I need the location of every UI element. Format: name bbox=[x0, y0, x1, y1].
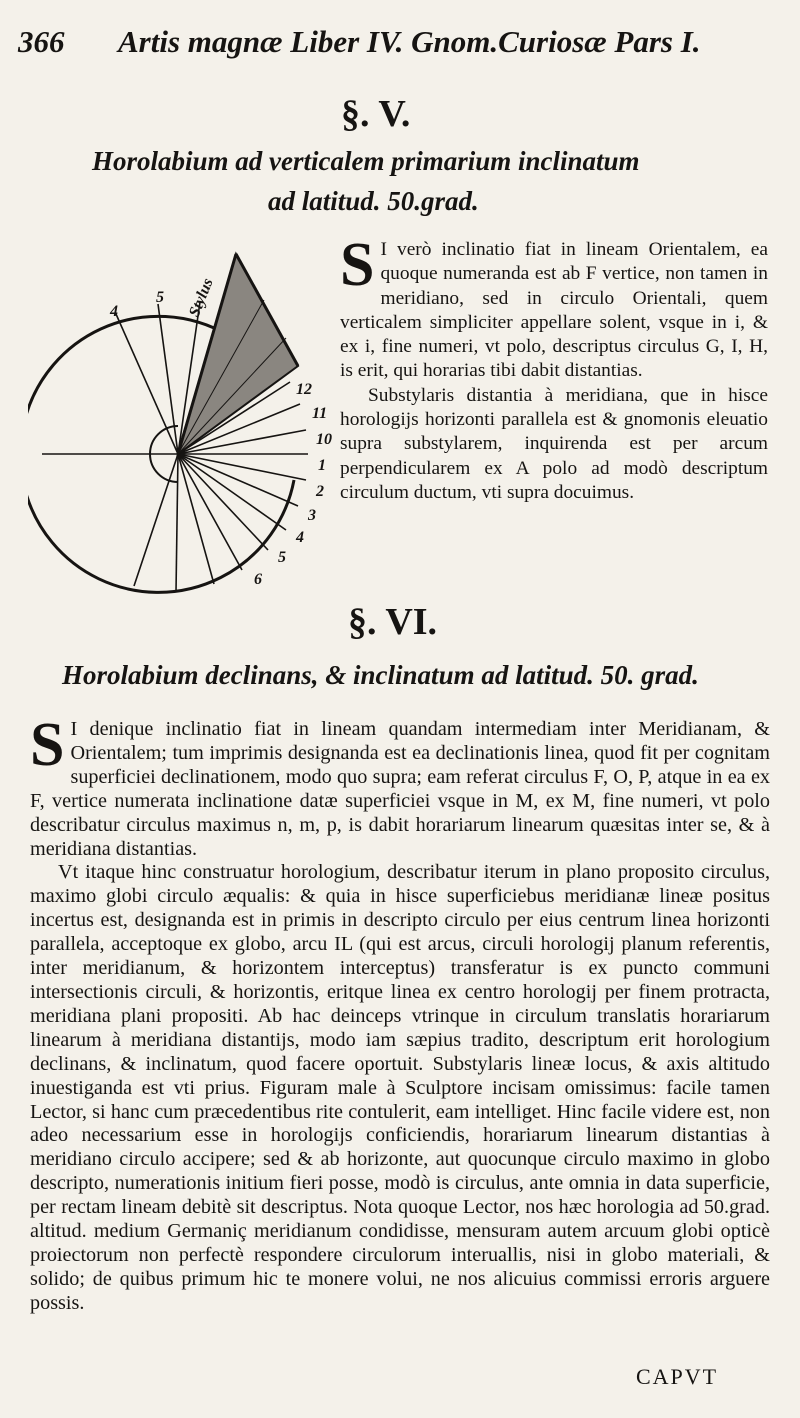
section-6-paragraph-2: Vt itaque hinc construatur horologium, describatur iterum in plano proposito circulus, maximo globi circulo æqualis: & quia in hisce superficiebus meridianæ lineæ positus incertus est, designanda est in primis in descripto circulo per eius centrum linea horizonti parallela, acceptoque ex globo, arcu IL (qui est arcus, circuli horologij planum referentis, inter meridianum, & horizontem interceptus) transferatur is ex puncto communi intersectionis circuli, & horizontis, eritque linea ex centro horologij per finem protracta, meridiana plani propositi. Ab hac deinceps vtrinque in circulum translatis horariarum linearum à meridiana distantijs, modo iam sæpius tradito, descriptum erit horologium declinans, & inclinatum, quod facere oportuit. Substylaris lineæ locus, & axis altitudo inuestiganda est vti prius. Figuram male à Sculptore incisam omissimus: facile tamen Lector, si hanc cum præcedentibus rite contulerit, eam intelliget. Hinc facile videre est, non adeo necessarium esse in horologijs conficiendis, horariarum linearum distantias à meridiano circulo accipere; sed & ab horizonte, aut quocunque circulo maximo in globo descripto, numerationis initium fieri posse, modò is circulus, ante omnia in data superficie, per rectam lineam debitè sit descriptus. Nota quoque Lector, nos hæc horologia ad 50.grad. altitud. medium Germaniç meridianum condidisse, mensuram autem arcuum globi opticè proiectorum non perfectè responderе circulorum interuallis, nisi in globo materiali, & solido; de quibus primum hic te monere volui, ne nos alicuius commissi erroris arguere possis. bbox=[30, 861, 770, 1314]
section-5-title-line2: ad latitud. 50.grad. bbox=[268, 186, 479, 216]
diagram-label-11: 11 bbox=[312, 405, 328, 422]
section-5-paragraph-2: Substylaris distantia à meridiana, que in hisce horologijs horizonti parallela est & gnomonis eleuatio supra substylarem, inquirenda est per arcum perpendicularem ex A polo ad modò descriptum circulum ductum, vti supra docuimus. bbox=[340, 384, 768, 503]
diagram-label-1: 1 bbox=[318, 457, 326, 474]
diagram-label-6: 6 bbox=[254, 571, 262, 588]
running-title: Artis magnæ Liber IV. Gnom.Curiosæ Pars I. bbox=[118, 24, 701, 59]
section-5-paragraph-1: I verò inclinatio fiat in lineam Orientalem, ea quoque numeranda est ab F vertice, non tamen in meridiano, sed in circulo Orientali, quem verticalem simpliciter appellare solent, vsque in i, & ex i, fine numeri, vt polo, descriptus circulus G, I, H, is erit, qui horarias tibi dabit distantias. bbox=[340, 239, 768, 382]
diagram-label-stylus: Stylus bbox=[185, 276, 217, 320]
diagram-label-4-top: 4 bbox=[110, 303, 118, 320]
section-6-title: Horolabium declinans, & inclinatum ad latitud. 50. grad. bbox=[62, 660, 699, 690]
diagram-label-5-bottom: 5 bbox=[278, 549, 286, 566]
diagram-label-4-bottom: 4 bbox=[296, 529, 304, 546]
diagram-label-2: 2 bbox=[316, 483, 324, 500]
running-header bbox=[18, 24, 778, 68]
diagram-label-3: 3 bbox=[308, 507, 316, 524]
section-6-paragraph-1: I denique inclinatio fiat in lineam quandam intermediam inter Meridianam, & Orientalem; tum imprimis designanda est ea declinationis linea, quod fit per cognitam superficiei declinationem, modo quo supra; eam referat circulus F, O, P, atque in ea ex F, vertice numerata inclinatione datæ superficiei vsque in M, ex M, fine numeri, vt polo describatur circulus maximus n, m, p, is dabit horariarum linearum quæsitas inter se, & à meridiana distantias. bbox=[30, 718, 770, 860]
section-6-text bbox=[30, 711, 770, 1366]
page-number: 366 bbox=[18, 24, 65, 59]
section-5-title-line1: Horolabium ad verticalem primarium inclinatum bbox=[92, 146, 640, 176]
gnomon-style bbox=[178, 254, 298, 454]
section-5-text bbox=[340, 231, 768, 568]
diagram-label-10: 10 bbox=[316, 431, 332, 448]
diagram-label-5-top: 5 bbox=[156, 289, 164, 306]
section-6-dropcap: S bbox=[30, 711, 65, 779]
section-5-heading: §. V. bbox=[341, 93, 411, 135]
sundial-diagram bbox=[28, 240, 348, 600]
section-6-heading: §. VI. bbox=[348, 601, 438, 643]
catchword: CAPVT bbox=[636, 1364, 719, 1389]
section-5-dropcap: S bbox=[340, 231, 375, 299]
diagram-label-12: 12 bbox=[296, 381, 312, 398]
